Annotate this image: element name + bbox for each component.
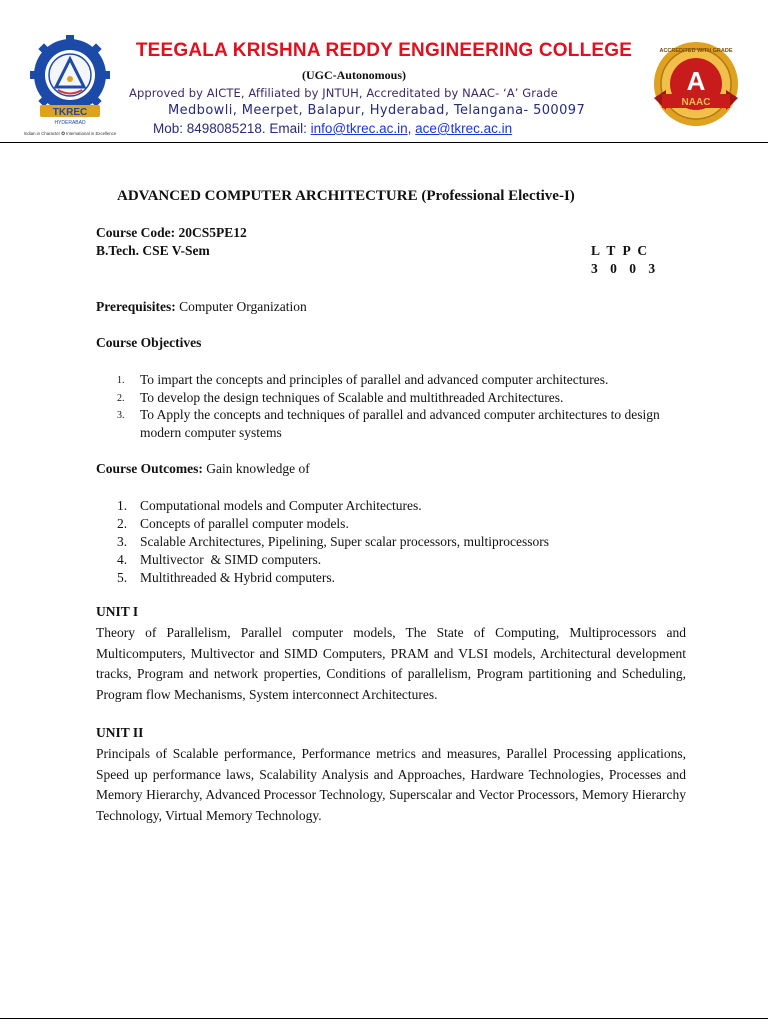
ltpc-label: L T P C bbox=[591, 243, 650, 258]
email-link-ace[interactable]: ace@tkrec.ac.in bbox=[415, 121, 513, 136]
college-address: Medbowli, Meerpet, Balapur, Hyderabad, Telangana- 500097 bbox=[168, 103, 586, 118]
prerequisites-value: Computer Organization bbox=[175, 299, 307, 314]
approval-line: Approved by AICTE, Affiliated by JNTUH, Accreditated by NAAC- ‘A’ Grade bbox=[129, 86, 558, 100]
unit-1-heading: UNIT I bbox=[96, 604, 139, 619]
list-item-number: 2. bbox=[117, 392, 125, 404]
footer-divider bbox=[0, 1018, 768, 1019]
list-item-number: 3. bbox=[117, 410, 125, 421]
unit-2-body: Principals of Scalable performance, Performance metrics and measures, Parallel Processing applications, Speed up performance laws, Scalability Analysis and Approaches, Hardware Technologies, Processes and Memory Hierarchy, Advanced Processor Technology, Superscalar and Vector Processors, Memory Hierarchy Technology, Virtual Memory Technology. bbox=[96, 746, 686, 823]
prerequisites bbox=[96, 299, 307, 315]
outcomes-heading bbox=[96, 461, 310, 477]
list-item-text: To develop the design techniques of Scalable and multithreaded Architectures. bbox=[140, 389, 564, 405]
outcomes-list bbox=[117, 497, 697, 587]
list-item bbox=[117, 389, 697, 407]
logo-left-sub: HYDERABAD bbox=[54, 120, 86, 126]
outcomes-value: Gain knowledge of bbox=[202, 461, 310, 476]
list-item bbox=[117, 533, 697, 551]
tkrec-logo-icon bbox=[18, 35, 122, 139]
list-item bbox=[117, 551, 697, 569]
letterhead bbox=[0, 0, 768, 142]
autonomy-status: (UGC-Autonomous) bbox=[301, 68, 406, 82]
list-item bbox=[117, 371, 697, 389]
list-item-text: Scalable Architectures, Pipelining, Super scalar processors, multiprocessors bbox=[140, 534, 550, 549]
list-item-number: 4. bbox=[117, 552, 128, 567]
logo-left-tagline: Indian in Character ✪ International in Excellence bbox=[23, 131, 117, 136]
list-item-text: To Apply the concepts and techniques of parallel and advanced computer architectures to design modern computer systems bbox=[140, 407, 660, 440]
mobile-number: Mob: 8498085218. Email: bbox=[153, 121, 311, 136]
email-separator: , bbox=[407, 121, 416, 136]
outcomes-label: Course Outcomes: bbox=[96, 461, 203, 476]
naac-badge-icon bbox=[648, 38, 744, 134]
header-divider bbox=[0, 142, 768, 143]
list-item bbox=[117, 515, 697, 533]
list-item bbox=[117, 569, 697, 587]
list-item bbox=[117, 497, 697, 515]
list-item-text: Concepts of parallel computer models. bbox=[140, 516, 349, 531]
objectives-list bbox=[117, 371, 697, 441]
list-item-text: Computational models and Computer Architectures. bbox=[140, 498, 422, 513]
list-item-number: 3. bbox=[117, 534, 128, 549]
ltpc-values: 3 0 0 3 bbox=[591, 261, 660, 276]
list-item-text: Multivector & SIMD computers. bbox=[140, 552, 322, 567]
course-code: Course Code: 20CS5PE12 bbox=[96, 225, 247, 240]
list-item-text: Multithreaded & Hybrid computers. bbox=[140, 570, 335, 585]
program-semester: B.Tech. CSE V-Sem bbox=[96, 243, 210, 258]
unit-1-body: Theory of Parallelism, Parallel computer models, The State of Computing, Multiprocessors and Multicomputers, Multivector and SIMD Computers, PRAM and VLSI models, Architectural development tracks, Program and network properties, Conditions of parallelism, Program partitioning and Scheduling, Program flow Mechanisms, System interconnect Architectures. bbox=[96, 625, 686, 702]
naac-grade-letter: A bbox=[686, 66, 706, 96]
list-item-number: 1. bbox=[117, 498, 128, 513]
college-name: TEEGALA KRISHNA REDDY ENGINEERING COLLEGE bbox=[135, 40, 633, 61]
list-item-text: To impart the concepts and principles of parallel and advanced computer architectures. bbox=[140, 372, 609, 387]
list-item bbox=[117, 406, 697, 441]
objectives-heading: Course Objectives bbox=[96, 335, 202, 350]
course-title: ADVANCED COMPUTER ARCHITECTURE (Professional Elective-I) bbox=[117, 188, 575, 204]
list-item-number: 5. bbox=[117, 570, 128, 585]
contact-line bbox=[153, 121, 512, 136]
naac-label: NAAC bbox=[681, 97, 711, 108]
logo-left-text: TKREC bbox=[52, 107, 88, 118]
prerequisites-label: Prerequisites: bbox=[96, 299, 176, 314]
email-link-info[interactable]: info@tkrec.ac.in bbox=[310, 121, 408, 136]
list-item-number: 2. bbox=[117, 516, 128, 531]
list-item-number: 1. bbox=[117, 375, 125, 386]
naac-ring-text: ACCREDITED WITH GRADE bbox=[659, 48, 733, 54]
unit-2-heading: UNIT II bbox=[96, 725, 144, 740]
